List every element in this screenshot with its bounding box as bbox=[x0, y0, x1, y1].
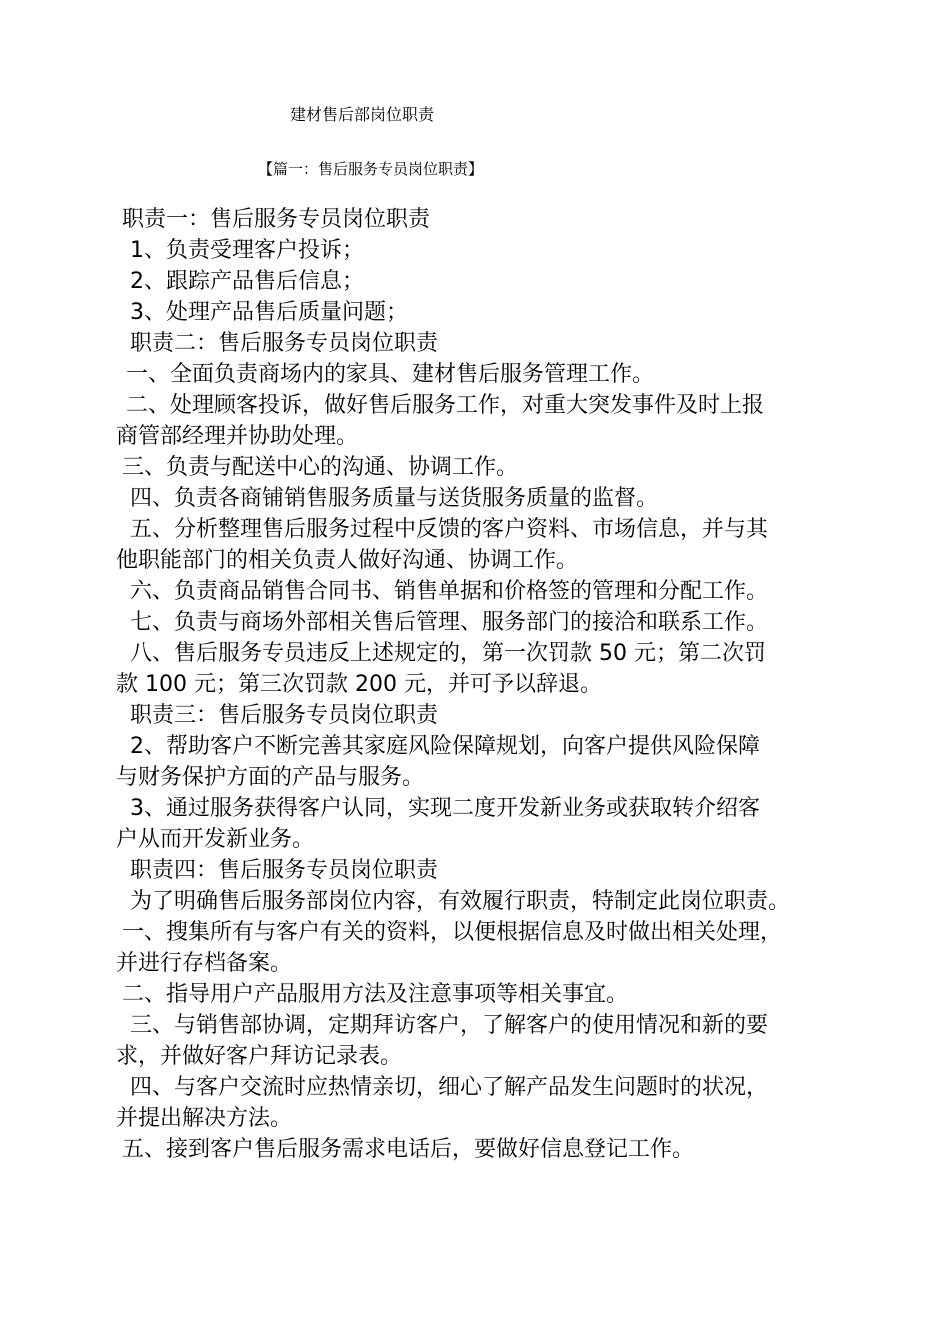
text-line: 一、搜集所有与客户有关的资料，以便根据信息及时做出相关处理， bbox=[122, 920, 783, 945]
text-line: 一、全面负责商场内的家具、建材售后服务管理工作。 bbox=[126, 362, 655, 387]
text-line: 并进行存档备案。 bbox=[116, 951, 293, 976]
text-line: 三、负责与配送中心的沟通、协调工作。 bbox=[122, 455, 519, 480]
text-line: 四、与客户交流时应热情亲切，细心了解产品发生问题时的状况， bbox=[130, 1075, 769, 1100]
text-line: 他职能部门的相关负责人做好沟通、协调工作。 bbox=[116, 548, 579, 573]
text-line: 2、帮助客户不断完善其家庭风险保障规划，向客户提供风险保障 bbox=[130, 734, 760, 759]
text-line: 2、跟踪产品售后信息； bbox=[130, 269, 364, 294]
section-title: 【篇一：售后服务专员岗位职责】 bbox=[258, 160, 484, 178]
text-line: 七、负责与商场外部相关售后管理、服务部门的接洽和联系工作。 bbox=[130, 610, 769, 635]
text-line: 五、分析整理售后服务过程中反馈的客户资料、市场信息，并与其 bbox=[130, 517, 769, 542]
text-line: 户从而开发新业务。 bbox=[116, 827, 315, 852]
text-line: 三、与销售部协调，定期拜访客户，了解客户的使用情况和新的要 bbox=[130, 1013, 769, 1038]
document-body bbox=[116, 204, 846, 1165]
duty-heading: 职责三：售后服务专员岗位职责 bbox=[130, 703, 439, 728]
text-line: 二、指导用户产品服用方法及注意事项等相关事宜。 bbox=[122, 982, 629, 1007]
text-line: 1、负责受理客户投诉； bbox=[130, 238, 364, 263]
text-line: 与财务保护方面的产品与服务。 bbox=[116, 765, 425, 790]
text-line: 为了明确售后服务部岗位内容，有效履行职责，特制定此岗位职责。 bbox=[130, 889, 791, 914]
text-line: 3、通过服务获得客户认同，实现二度开发新业务或获取转介绍客 bbox=[130, 796, 760, 821]
text-line: 五、接到客户售后服务需求电话后，要做好信息登记工作。 bbox=[122, 1137, 695, 1162]
text-line: 四、负责各商铺销售服务质量与送货服务质量的监督。 bbox=[130, 486, 659, 511]
text-line: 求，并做好客户拜访记录表。 bbox=[116, 1044, 403, 1069]
text-line: 并提出解决方法。 bbox=[116, 1106, 293, 1131]
duty-heading: 职责一：售后服务专员岗位职责 bbox=[122, 207, 431, 232]
text-line: 六、负责商品销售合同书、销售单据和价格签的管理和分配工作。 bbox=[130, 579, 769, 604]
text-line: 3、处理产品售后质量问题； bbox=[130, 300, 408, 325]
duty-heading: 职责二：售后服务专员岗位职责 bbox=[130, 331, 439, 356]
duty-heading: 职责四：售后服务专员岗位职责 bbox=[130, 858, 439, 883]
text-line: 商管部经理并协助处理。 bbox=[116, 424, 359, 449]
text-line: 八、售后服务专员违反上述规定的，第一次罚款 50 元；第二次罚 bbox=[130, 641, 766, 666]
text-line: 款 100 元；第三次罚款 200 元，并可予以辞退。 bbox=[116, 672, 602, 697]
document-title: 建材售后部岗位职责 bbox=[290, 105, 435, 124]
text-line: 二、处理顾客投诉，做好售后服务工作，对重大突发事件及时上报 bbox=[126, 393, 765, 418]
